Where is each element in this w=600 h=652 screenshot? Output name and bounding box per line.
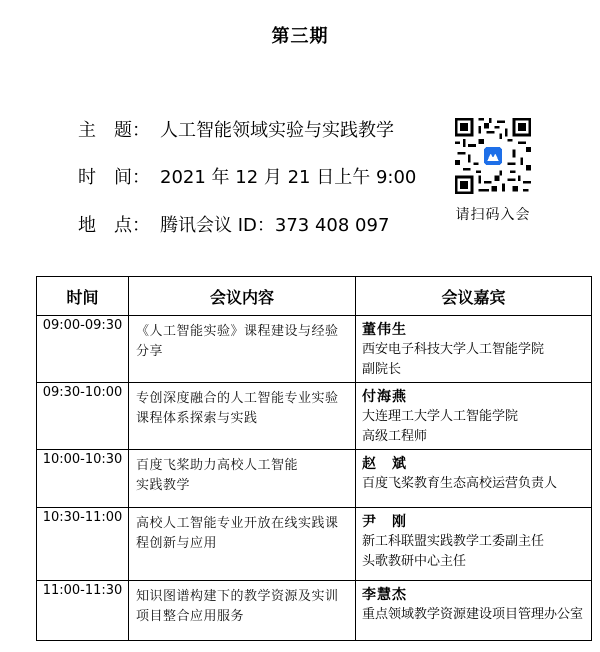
- row-content: [129, 316, 356, 383]
- guest-name: 李慧杰: [362, 587, 407, 603]
- guest-org-line: 大连理工大学人工智能学院: [362, 409, 519, 424]
- row-content: [129, 581, 356, 641]
- content-line: 高校人工智能专业开放在线实践课: [136, 516, 339, 531]
- row-time: 09:00-09:30: [37, 316, 129, 383]
- row-guest: [356, 581, 592, 641]
- guest-org-line: 高级工程师: [362, 429, 428, 444]
- agenda-table: [36, 276, 592, 641]
- time-value: 2021 年 12 月 21 日上午 9:00: [160, 167, 417, 188]
- header-time: 时间: [37, 277, 129, 316]
- guest-org-line: 百度飞桨教育生态高校运营负责人: [362, 476, 558, 491]
- issue-title: 第三期: [271, 26, 329, 47]
- guest-org-line: 头歌教研中心主任: [362, 554, 467, 569]
- table-header-row: [37, 277, 592, 316]
- row-guest: [356, 316, 592, 383]
- qr-caption: 请扫码入会: [455, 207, 531, 223]
- content-line: 分享: [136, 344, 164, 359]
- guest-name: 付海燕: [362, 389, 407, 405]
- table-row: [37, 581, 592, 641]
- topic-value: 人工智能领域实验与实践教学: [160, 120, 394, 141]
- place-label: 地 点：: [78, 215, 150, 236]
- content-line: 专创深度融合的人工智能专业实验: [136, 391, 339, 406]
- topic-label: 主 题：: [78, 120, 150, 141]
- qr-code-icon[interactable]: [455, 118, 531, 194]
- content-line: 《人工智能实验》课程建设与经验: [136, 324, 339, 339]
- row-guest: [356, 450, 592, 508]
- guest-org-line: 西安电子科技大学人工智能学院: [362, 342, 545, 357]
- content-line: 项目整合应用服务: [136, 609, 245, 624]
- table-row: [37, 508, 592, 581]
- row-time: 09:30-10:00: [37, 383, 129, 450]
- table-row: [37, 383, 592, 450]
- header-content: 会议内容: [129, 277, 356, 316]
- row-guest: [356, 383, 592, 450]
- guest-name: 赵 斌: [362, 456, 407, 472]
- row-time: 10:30-11:00: [37, 508, 129, 581]
- place-value: 腾讯会议 ID：373 408 097: [160, 215, 390, 236]
- guest-org-line: 重点领域教学资源建设项目管理办公室: [362, 607, 584, 622]
- guest-org-line: 新工科联盟实践教学工委副主任: [362, 534, 545, 549]
- row-time: 10:00-10:30: [37, 450, 129, 508]
- content-line: 实践教学: [136, 478, 191, 493]
- topic-line: [78, 116, 394, 142]
- row-content: [129, 450, 356, 508]
- guest-name: 董伟生: [362, 322, 407, 338]
- guest-org-line: 副院长: [362, 362, 402, 377]
- row-guest: [356, 508, 592, 581]
- header-guest: 会议嘉宾: [356, 277, 592, 316]
- guest-name: 尹 刚: [362, 514, 407, 530]
- row-content: [129, 383, 356, 450]
- time-label: 时 间：: [78, 167, 150, 188]
- place-line: [78, 211, 389, 237]
- row-content: [129, 508, 356, 581]
- row-time: 11:00-11:30: [37, 581, 129, 641]
- content-line: 程创新与应用: [136, 536, 218, 551]
- content-line: 百度飞桨助力高校人工智能: [136, 458, 299, 473]
- content-line: 知识图谱构建下的教学资源及实训: [136, 589, 339, 604]
- content-line: 课程体系探索与实践: [136, 411, 258, 426]
- table-row: [37, 316, 592, 383]
- table-row: [37, 450, 592, 508]
- time-line: [78, 163, 416, 189]
